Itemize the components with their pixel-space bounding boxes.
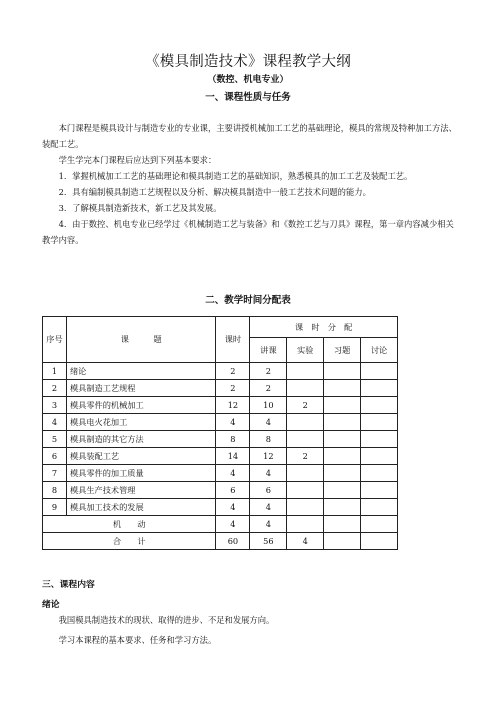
cell-lecture: 12 <box>250 448 287 465</box>
table-row <box>43 397 398 414</box>
paragraph: 学习本课程的基本要求、任务和学习方法。 <box>58 635 217 645</box>
paragraph: 本门课程是模具设计与制造专业的专业课，主要讲授机械加工工艺的基础理论，模具的常规及特种加工方法、装配工艺。 <box>42 123 457 149</box>
table-row <box>43 465 398 482</box>
header-discussion: 讨论 <box>361 338 398 363</box>
header-exercise: 习题 <box>324 338 361 363</box>
cell-seq: 4 <box>43 414 67 431</box>
cell-topic: 模具生产技术管理 <box>66 482 216 499</box>
cell-lab <box>287 482 324 499</box>
cell-lecture: 4 <box>250 465 287 482</box>
cell-lab <box>287 380 324 397</box>
cell-topic: 模具电火花加工 <box>66 414 216 431</box>
header-lab: 实验 <box>287 338 324 363</box>
section1-heading: 一、课程性质与任务 <box>205 92 291 103</box>
cell-lab <box>287 465 324 482</box>
table-row <box>43 499 398 516</box>
cell-topic: 模具装配工艺 <box>66 448 216 465</box>
flex-discussion <box>361 516 398 533</box>
flex-label: 机 动 <box>43 516 216 533</box>
cell-discussion <box>361 482 398 499</box>
cell-lecture: 10 <box>250 397 287 414</box>
flex-lab <box>287 516 324 533</box>
total-hours: 60 <box>216 533 250 550</box>
cell-exercise <box>324 414 361 431</box>
cell-topic: 绪论 <box>66 363 216 380</box>
cell-topic: 模具零件的机械加工 <box>66 397 216 414</box>
schedule-table <box>42 316 398 550</box>
total-lecture: 56 <box>250 533 287 550</box>
cell-seq: 6 <box>43 448 67 465</box>
table-row-total <box>43 533 398 550</box>
cell-hours: 12 <box>216 397 250 414</box>
cell-hours: 4 <box>216 414 250 431</box>
cell-lab <box>287 499 324 516</box>
flex-hours: 4 <box>216 516 250 533</box>
section3-heading: 三、课程内容 <box>42 580 95 590</box>
cell-hours: 8 <box>216 431 250 448</box>
cell-lab <box>287 414 324 431</box>
cell-hours: 14 <box>216 448 250 465</box>
cell-exercise <box>324 380 361 397</box>
cell-lecture: 6 <box>250 482 287 499</box>
header-topic: 课 题 <box>66 317 216 363</box>
paragraph: 学生学完本门课程后应达到下列基本要求： <box>58 155 217 165</box>
cell-topic: 模具零件的加工质量 <box>66 465 216 482</box>
flex-lecture: 4 <box>250 516 287 533</box>
table-row <box>43 431 398 448</box>
cell-seq: 8 <box>43 482 67 499</box>
cell-seq: 9 <box>43 499 67 516</box>
cell-hours: 2 <box>216 380 250 397</box>
cell-topic: 模具制造工艺规程 <box>66 380 216 397</box>
header-hours: 课时 <box>216 317 250 363</box>
cell-lecture: 4 <box>250 414 287 431</box>
cell-lecture: 2 <box>250 363 287 380</box>
cell-exercise <box>324 363 361 380</box>
table-row <box>43 363 398 380</box>
cell-discussion <box>361 363 398 380</box>
total-exercise <box>324 533 361 550</box>
table-row <box>43 448 398 465</box>
table-row <box>43 380 398 397</box>
table-row-flex <box>43 516 398 533</box>
cell-discussion <box>361 397 398 414</box>
cell-lab: 2 <box>287 397 324 414</box>
cell-lab <box>287 363 324 380</box>
total-label: 合 计 <box>43 533 216 550</box>
cell-discussion <box>361 465 398 482</box>
section1-body <box>42 120 458 248</box>
cell-seq: 3 <box>43 397 67 414</box>
cell-hours: 2 <box>216 363 250 380</box>
document-title: 《模具制造技术》课程教学大纲 <box>145 54 351 70</box>
cell-discussion <box>361 414 398 431</box>
cell-seq: 7 <box>43 465 67 482</box>
table-row <box>43 482 398 499</box>
document-subtitle: （数控、机电专业） <box>207 75 289 85</box>
list-item: 4．由于数控、机电专业已经学过《机械制造工艺与装备》和《数控工艺与刀具》课程，第一章内容减少相关教学内容。 <box>42 219 454 245</box>
cell-discussion <box>361 499 398 516</box>
total-discussion <box>361 533 398 550</box>
cell-discussion <box>361 380 398 397</box>
cell-lecture: 4 <box>250 499 287 516</box>
cell-seq: 5 <box>43 431 67 448</box>
header-seq: 序号 <box>43 317 67 363</box>
cell-exercise <box>324 465 361 482</box>
list-item: 2．具有编制模具制造工艺规程以及分析、解决模具制造中一般工艺技术问题的能力。 <box>58 187 371 197</box>
cell-topic: 模具加工技术的发展 <box>66 499 216 516</box>
cell-exercise <box>324 448 361 465</box>
section2-heading: 二、教学时间分配表 <box>205 295 291 306</box>
cell-hours: 4 <box>216 499 250 516</box>
cell-hours: 6 <box>216 482 250 499</box>
cell-exercise <box>324 431 361 448</box>
cell-exercise <box>324 482 361 499</box>
section3-body <box>42 610 458 650</box>
flex-exercise <box>324 516 361 533</box>
cell-seq: 2 <box>43 380 67 397</box>
paragraph: 我国模具制造技术的现状、取得的进步、不足和发展方向。 <box>58 615 275 625</box>
table-row <box>43 414 398 431</box>
cell-discussion <box>361 448 398 465</box>
cell-hours: 4 <box>216 465 250 482</box>
header-distribution: 课 时 分 配 <box>250 317 398 338</box>
cell-lecture: 2 <box>250 380 287 397</box>
total-lab: 4 <box>287 533 324 550</box>
cell-seq: 1 <box>43 363 67 380</box>
section3-subheading: 绪论 <box>42 600 60 610</box>
cell-lab <box>287 431 324 448</box>
cell-discussion <box>361 431 398 448</box>
header-lecture: 讲课 <box>250 338 287 363</box>
cell-exercise <box>324 499 361 516</box>
cell-topic: 模具制造的其它方法 <box>66 431 216 448</box>
cell-lecture: 8 <box>250 431 287 448</box>
cell-lab: 2 <box>287 448 324 465</box>
cell-exercise <box>324 397 361 414</box>
table-body <box>43 363 398 516</box>
list-item: 1．掌握机械加工工艺的基础理论和模具制造工艺的基础知识，熟悉模具的加工工艺及装配工艺。 <box>58 171 413 181</box>
list-item: 3．了解模具制造新技术，新工艺及其发展。 <box>58 203 222 213</box>
